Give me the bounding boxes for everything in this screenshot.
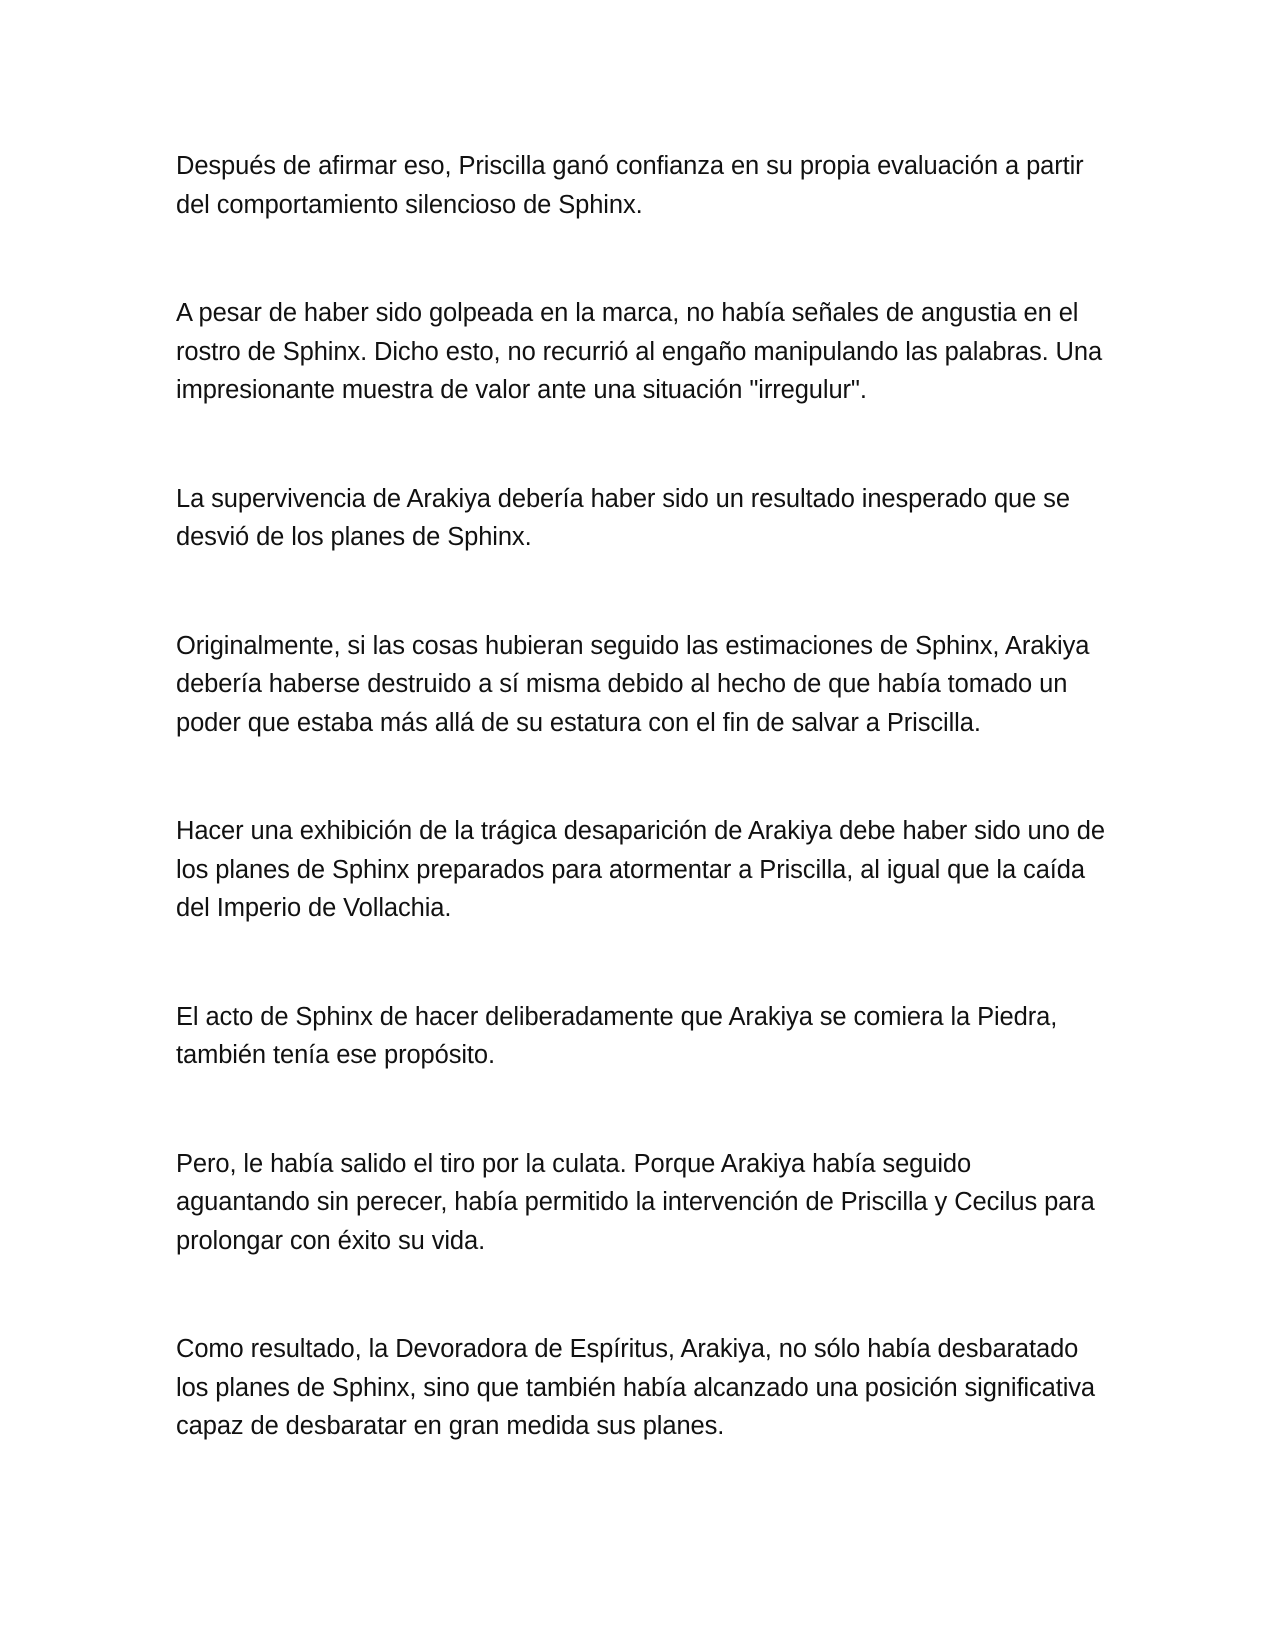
paragraph: Después de afirmar eso, Priscilla ganó confianza en su propia evaluación a partir del comportamiento silencioso de Sphinx. xyxy=(176,152,1084,219)
paragraph: Pero, le había salido el tiro por la culata. Porque Arakiya había seguido aguantando sin perecer, había permitido la intervención de Priscilla y Cecilus para prolongar con éxito su vida. xyxy=(176,1149,1095,1255)
paragraph: Originalmente, si las cosas hubieran seguido las estimaciones de Sphinx, Arakiya debería haberse destruido a sí misma debido al hecho de que había tomado un poder que estaba más allá de su estatura con el fin de salvar a Priscilla. xyxy=(176,631,1090,737)
paragraph: El acto de Sphinx de hacer deliberadamente que Arakiya se comiera la Piedra, también tenía ese propósito. xyxy=(176,1002,1058,1069)
document-body xyxy=(176,147,1106,1446)
paragraph: A pesar de haber sido golpeada en la marca, no había señales de angustia en el rostro de Sphinx. Dicho esto, no recurrió al engaño manipulando las palabras. Una impresionante muestra de valor ante una situación "irregulur". xyxy=(176,299,1103,404)
paragraph: La supervivencia de Arakiya debería haber sido un resultado inesperado que se desvió de los planes de Sphinx. xyxy=(176,484,1070,551)
paragraph: Como resultado, la Devoradora de Espíritus, Arakiya, no sólo había desbaratado los planes de Sphinx, sino que también había alcanzado una posición significativa capaz de desbaratar en gran medida sus planes. xyxy=(176,1335,1096,1440)
paragraph: Hacer una exhibición de la trágica desaparición de Arakiya debe haber sido uno de los planes de Sphinx preparados para atormentar a Priscilla, al igual que la caída del Imperio de Vollachia. xyxy=(176,817,1105,922)
